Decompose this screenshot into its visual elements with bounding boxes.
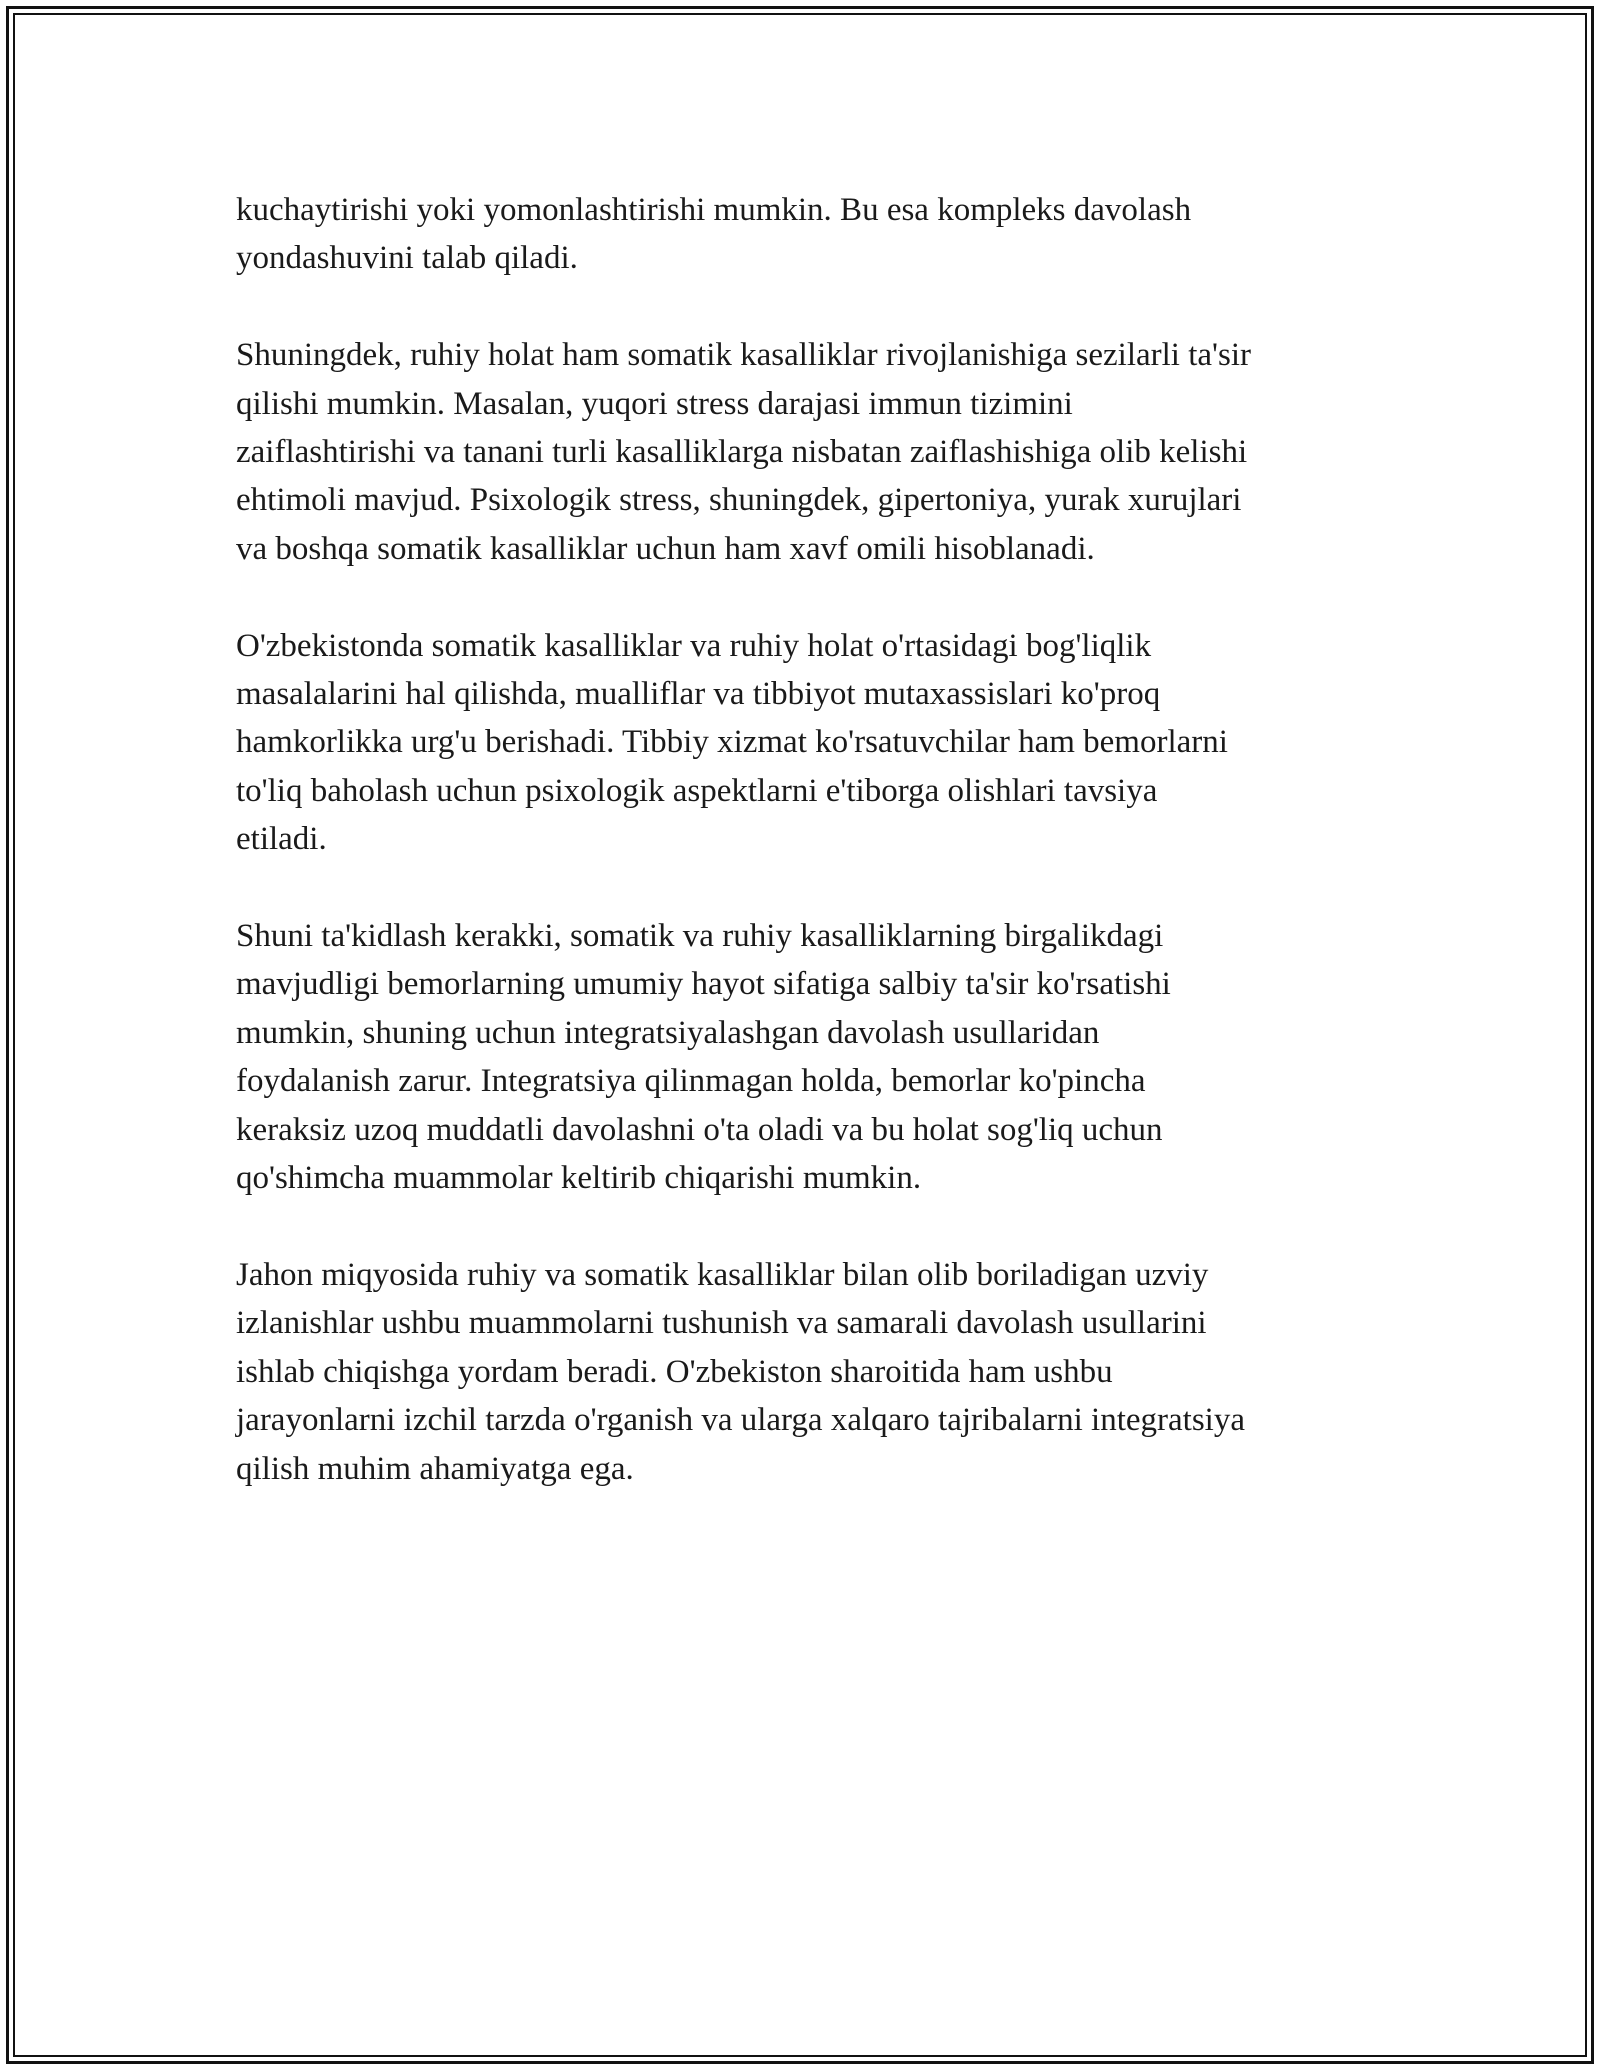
- text-line: etiladi.: [236, 821, 327, 858]
- text-line: qilishi mumkin. Masalan, yuqori stress darajasi immun tizimini: [236, 385, 1073, 422]
- text-line: kuchaytirishi yoki yomonlashtirishi mumkin. Bu esa kompleks davolash: [236, 192, 1192, 228]
- text-line: qo'shimcha muammolar keltirib chiqarishi mumkin.: [236, 1160, 922, 1197]
- text-line: jarayonlarni izchil tarzda o'rganish va ularga xalqaro tajribalarni integratsiya: [236, 1402, 1245, 1439]
- text-line: masalalarini hal qilishda, mualliflar va tibbiyot mutaxassislari ko'proq: [236, 676, 1161, 713]
- text-line: mumkin, shuning uchun integratsiyalashgan davolash usullaridan: [236, 1014, 1100, 1051]
- text-line: zaiflashtirishi va tanani turli kasalliklarga nisbatan zaiflashishiga olib kelishi: [236, 434, 1248, 471]
- text-line: qilish muhim ahamiyatga ega.: [236, 1450, 634, 1487]
- document-body: [236, 186, 1386, 1541]
- paragraph-3: [236, 622, 1386, 864]
- text-line: O'zbekistonda somatik kasalliklar va ruhiy holat o'rtasidagi bog'liqlik: [236, 627, 1152, 664]
- text-line: Jahon miqyosida ruhiy va somatik kasalliklar bilan olib boriladigan uzviy: [236, 1256, 1209, 1293]
- text-line: Shuni ta'kidlash kerakki, somatik va ruhiy kasalliklarning birgalikdagi: [236, 918, 1164, 955]
- paragraph-2: [236, 331, 1386, 573]
- text-line: Shuningdek, ruhiy holat ham somatik kasalliklar rivojlanishiga sezilarli ta'sir: [236, 337, 1251, 374]
- paragraph-4: [236, 912, 1386, 1202]
- text-line: va boshqa somatik kasalliklar uchun ham xavf omili hisoblanadi.: [236, 530, 1095, 567]
- text-line: hamkorlikka urg'u berishadi. Tibbiy xizmat ko'rsatuvchilar ham bemorlarni: [236, 724, 1228, 761]
- text-line: yondashuvini talab qiladi.: [236, 240, 578, 277]
- text-line: izlanishlar ushbu muammolarni tushunish va samarali davolash usullarini: [236, 1305, 1207, 1342]
- text-line: mavjudligi bemorlarning umumiy hayot sifatiga salbiy ta'sir ko'rsatishi: [236, 966, 1171, 1003]
- text-line: to'liq baholash uchun psixologik aspektlarni e'tiborga olishlari tavsiya: [236, 772, 1158, 809]
- paragraph-5: [236, 1251, 1386, 1493]
- text-line: keraksiz uzoq muddatli davolashni o'ta oladi va bu holat sog'liq uchun: [236, 1111, 1163, 1148]
- text-line: ishlab chiqishga yordam beradi. O'zbekiston sharoitida ham ushbu: [236, 1353, 1113, 1390]
- text-line: ehtimoli mavjud. Psixologik stress, shuningdek, gipertoniya, yurak xurujlari: [236, 482, 1242, 519]
- paragraph-1: [236, 186, 1386, 283]
- text-line: foydalanish zarur. Integratsiya qilinmagan holda, bemorlar ko'pincha: [236, 1063, 1146, 1100]
